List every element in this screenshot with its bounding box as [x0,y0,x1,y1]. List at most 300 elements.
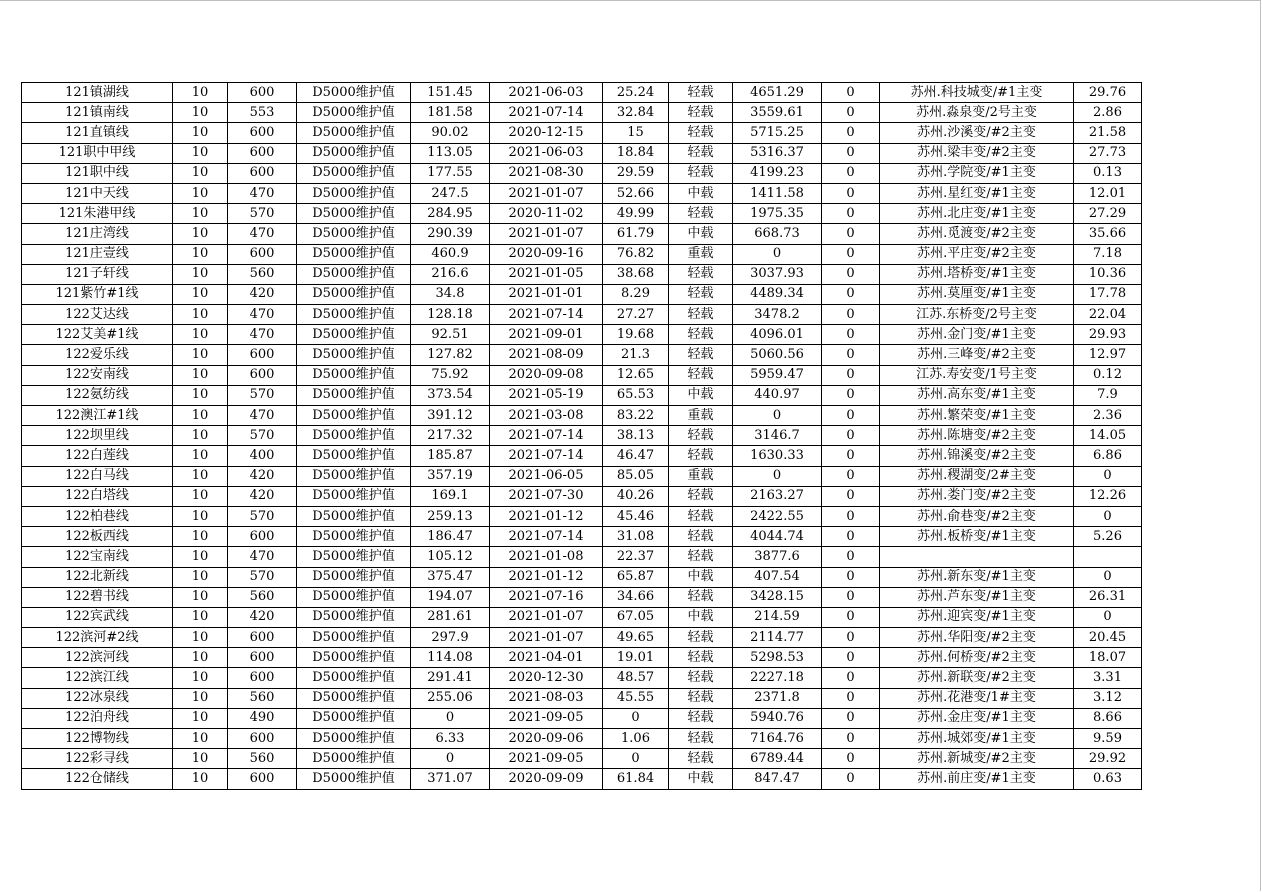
cell-transformer[interactable]: 苏州.锦溪变/#2主变 [880,446,1074,466]
cell-capacity[interactable]: 2163.27 [733,486,822,506]
cell-load-rate[interactable]: 32.84 [603,103,669,123]
cell-load-rate[interactable]: 34.66 [603,587,669,607]
cell-voltage[interactable]: 10 [173,163,228,183]
cell-zero-col[interactable]: 0 [822,668,880,688]
cell-zero-col[interactable]: 0 [822,83,880,103]
cell-zero-col[interactable]: 0 [822,103,880,123]
cell-load-status[interactable]: 轻载 [669,426,733,446]
cell-capacity[interactable]: 1630.33 [733,446,822,466]
cell-date[interactable]: 2021-01-12 [490,567,603,587]
cell-current-value[interactable]: 247.5 [411,183,490,203]
cell-transformer-load[interactable]: 7.9 [1074,385,1142,405]
cell-rated-current[interactable]: 560 [228,688,297,708]
cell-source[interactable]: D5000维护值 [297,264,411,284]
cell-transformer[interactable]: 苏州.新东变/#1主变 [880,567,1074,587]
cell-capacity[interactable]: 668.73 [733,224,822,244]
cell-transformer-load[interactable]: 10.36 [1074,264,1142,284]
cell-current-value[interactable]: 194.07 [411,587,490,607]
cell-load-rate[interactable]: 49.65 [603,628,669,648]
cell-zero-col[interactable]: 0 [822,607,880,627]
cell-date[interactable]: 2021-07-30 [490,486,603,506]
cell-current-value[interactable]: 105.12 [411,547,490,567]
cell-transformer-load[interactable]: 0.63 [1074,769,1142,789]
cell-date[interactable]: 2021-01-07 [490,628,603,648]
cell-rated-current[interactable]: 600 [228,365,297,385]
cell-load-status[interactable]: 轻载 [669,486,733,506]
cell-load-rate[interactable]: 1.06 [603,729,669,749]
cell-transformer-load[interactable]: 0 [1074,567,1142,587]
cell-date[interactable]: 2021-08-09 [490,345,603,365]
cell-transformer-load[interactable]: 3.12 [1074,688,1142,708]
cell-rated-current[interactable]: 560 [228,587,297,607]
cell-line-name[interactable]: 121中天线 [22,183,173,203]
cell-voltage[interactable]: 10 [173,688,228,708]
cell-line-name[interactable]: 122滨河线 [22,648,173,668]
cell-current-value[interactable]: 185.87 [411,446,490,466]
cell-transformer-load[interactable]: 0.13 [1074,163,1142,183]
cell-load-status[interactable]: 轻载 [669,688,733,708]
cell-load-rate[interactable]: 46.47 [603,446,669,466]
cell-capacity[interactable]: 4489.34 [733,284,822,304]
cell-load-status[interactable]: 轻载 [669,143,733,163]
cell-zero-col[interactable]: 0 [822,345,880,365]
cell-current-value[interactable]: 6.33 [411,729,490,749]
cell-capacity[interactable]: 1975.35 [733,204,822,224]
cell-transformer-load[interactable]: 0 [1074,466,1142,486]
cell-load-status[interactable]: 轻载 [669,547,733,567]
cell-voltage[interactable]: 10 [173,103,228,123]
cell-transformer[interactable]: 苏州.华阳变/#2主变 [880,628,1074,648]
cell-transformer[interactable]: 苏州.陈塘变/#2主变 [880,426,1074,446]
cell-voltage[interactable]: 10 [173,264,228,284]
cell-transformer-load[interactable]: 9.59 [1074,729,1142,749]
cell-current-value[interactable]: 90.02 [411,123,490,143]
cell-transformer[interactable]: 苏州.沙溪变/#2主变 [880,123,1074,143]
cell-load-status[interactable]: 轻载 [669,446,733,466]
cell-load-status[interactable]: 中载 [669,567,733,587]
cell-zero-col[interactable]: 0 [822,648,880,668]
cell-zero-col[interactable]: 0 [822,547,880,567]
cell-line-name[interactable]: 122安南线 [22,365,173,385]
cell-load-status[interactable]: 中载 [669,769,733,789]
cell-zero-col[interactable]: 0 [822,204,880,224]
cell-source[interactable]: D5000维护值 [297,163,411,183]
cell-date[interactable]: 2021-01-07 [490,224,603,244]
cell-capacity[interactable]: 7164.76 [733,729,822,749]
cell-line-name[interactable]: 122宝南线 [22,547,173,567]
cell-line-name[interactable]: 121庄湾线 [22,224,173,244]
cell-voltage[interactable]: 10 [173,749,228,769]
cell-source[interactable]: D5000维护值 [297,547,411,567]
cell-current-value[interactable]: 34.8 [411,284,490,304]
cell-line-name[interactable]: 121职中甲线 [22,143,173,163]
cell-source[interactable]: D5000维护值 [297,305,411,325]
cell-load-rate[interactable]: 76.82 [603,244,669,264]
cell-load-status[interactable]: 重载 [669,466,733,486]
cell-load-status[interactable]: 轻载 [669,204,733,224]
cell-load-rate[interactable]: 65.53 [603,385,669,405]
cell-load-status[interactable]: 重载 [669,406,733,426]
cell-current-value[interactable]: 391.12 [411,406,490,426]
cell-rated-current[interactable]: 490 [228,708,297,728]
cell-load-rate[interactable]: 38.68 [603,264,669,284]
cell-transformer-load[interactable]: 27.73 [1074,143,1142,163]
cell-transformer[interactable]: 苏州.前庄变/#1主变 [880,769,1074,789]
cell-source[interactable]: D5000维护值 [297,83,411,103]
cell-load-rate[interactable]: 18.84 [603,143,669,163]
cell-rated-current[interactable]: 600 [228,345,297,365]
cell-transformer-load[interactable]: 29.92 [1074,749,1142,769]
cell-voltage[interactable]: 10 [173,486,228,506]
cell-current-value[interactable]: 128.18 [411,305,490,325]
cell-source[interactable]: D5000维护值 [297,325,411,345]
cell-load-status[interactable]: 轻载 [669,506,733,526]
cell-date[interactable]: 2021-09-05 [490,749,603,769]
cell-line-name[interactable]: 122板西线 [22,527,173,547]
cell-zero-col[interactable]: 0 [822,284,880,304]
cell-transformer[interactable]: 苏州.何桥变/#2主变 [880,648,1074,668]
cell-source[interactable]: D5000维护值 [297,244,411,264]
cell-load-rate[interactable]: 21.3 [603,345,669,365]
cell-transformer[interactable]: 苏州.莫厘变/#1主变 [880,284,1074,304]
cell-source[interactable]: D5000维护值 [297,506,411,526]
cell-transformer-load[interactable]: 2.36 [1074,406,1142,426]
cell-load-status[interactable]: 中载 [669,224,733,244]
cell-rated-current[interactable]: 600 [228,163,297,183]
cell-transformer[interactable]: 江苏.东桥变/2号主变 [880,305,1074,325]
cell-source[interactable]: D5000维护值 [297,406,411,426]
cell-capacity[interactable]: 847.47 [733,769,822,789]
cell-line-name[interactable]: 122艾美#1线 [22,325,173,345]
cell-transformer-load[interactable]: 12.01 [1074,183,1142,203]
cell-date[interactable]: 2020-09-16 [490,244,603,264]
cell-capacity[interactable]: 5316.37 [733,143,822,163]
cell-load-rate[interactable]: 45.55 [603,688,669,708]
cell-date[interactable]: 2021-07-14 [490,426,603,446]
cell-capacity[interactable]: 5715.25 [733,123,822,143]
cell-current-value[interactable]: 281.61 [411,607,490,627]
cell-date[interactable]: 2021-03-08 [490,406,603,426]
cell-load-rate[interactable]: 19.01 [603,648,669,668]
cell-load-rate[interactable]: 25.24 [603,83,669,103]
cell-voltage[interactable]: 10 [173,547,228,567]
cell-line-name[interactable]: 121镇湖线 [22,83,173,103]
cell-voltage[interactable]: 10 [173,345,228,365]
cell-line-name[interactable]: 122澳江#1线 [22,406,173,426]
cell-zero-col[interactable]: 0 [822,506,880,526]
cell-zero-col[interactable]: 0 [822,406,880,426]
cell-source[interactable]: D5000维护值 [297,284,411,304]
cell-zero-col[interactable]: 0 [822,183,880,203]
cell-transformer[interactable]: 苏州.高东变/#1主变 [880,385,1074,405]
cell-date[interactable]: 2021-04-01 [490,648,603,668]
cell-load-rate[interactable]: 27.27 [603,305,669,325]
cell-source[interactable]: D5000维护值 [297,143,411,163]
cell-date[interactable]: 2020-09-06 [490,729,603,749]
cell-transformer-load[interactable]: 6.86 [1074,446,1142,466]
cell-source[interactable]: D5000维护值 [297,628,411,648]
cell-source[interactable]: D5000维护值 [297,204,411,224]
cell-transformer[interactable]: 苏州.淼泉变/2号主变 [880,103,1074,123]
cell-load-status[interactable]: 轻载 [669,163,733,183]
cell-current-value[interactable]: 0 [411,708,490,728]
cell-transformer[interactable]: 苏州.三峰变/#2主变 [880,345,1074,365]
cell-capacity[interactable]: 5060.56 [733,345,822,365]
cell-load-rate[interactable]: 22.37 [603,547,669,567]
cell-rated-current[interactable]: 470 [228,224,297,244]
cell-transformer[interactable]: 苏州.金庄变/#1主变 [880,708,1074,728]
cell-transformer[interactable]: 苏州.塔桥变/#1主变 [880,264,1074,284]
cell-rated-current[interactable]: 470 [228,547,297,567]
cell-transformer-load[interactable]: 17.78 [1074,284,1142,304]
cell-load-rate[interactable]: 83.22 [603,406,669,426]
cell-date[interactable]: 2021-01-07 [490,183,603,203]
cell-current-value[interactable]: 75.92 [411,365,490,385]
cell-capacity[interactable]: 3428.15 [733,587,822,607]
cell-rated-current[interactable]: 470 [228,325,297,345]
cell-capacity[interactable]: 0 [733,466,822,486]
cell-transformer[interactable]: 苏州.觅渡变/#2主变 [880,224,1074,244]
cell-source[interactable]: D5000维护值 [297,527,411,547]
cell-capacity[interactable]: 2114.77 [733,628,822,648]
cell-zero-col[interactable]: 0 [822,628,880,648]
cell-current-value[interactable]: 186.47 [411,527,490,547]
cell-current-value[interactable]: 297.9 [411,628,490,648]
cell-load-status[interactable]: 轻载 [669,749,733,769]
cell-transformer-load[interactable]: 2.86 [1074,103,1142,123]
cell-load-status[interactable]: 轻载 [669,729,733,749]
cell-zero-col[interactable]: 0 [822,587,880,607]
cell-capacity[interactable]: 1411.58 [733,183,822,203]
cell-rated-current[interactable]: 570 [228,204,297,224]
cell-load-status[interactable]: 轻载 [669,628,733,648]
cell-capacity[interactable]: 5940.76 [733,708,822,728]
cell-rated-current[interactable]: 400 [228,446,297,466]
cell-line-name[interactable]: 122宾武线 [22,607,173,627]
cell-source[interactable]: D5000维护值 [297,446,411,466]
cell-capacity[interactable]: 407.54 [733,567,822,587]
cell-source[interactable]: D5000维护值 [297,688,411,708]
cell-date[interactable]: 2020-12-30 [490,668,603,688]
cell-transformer-load[interactable]: 26.31 [1074,587,1142,607]
cell-voltage[interactable]: 10 [173,708,228,728]
cell-transformer-load[interactable]: 0.12 [1074,365,1142,385]
cell-transformer-load[interactable]: 35.66 [1074,224,1142,244]
cell-line-name[interactable]: 122氨纺线 [22,385,173,405]
cell-voltage[interactable]: 10 [173,83,228,103]
cell-line-name[interactable]: 122白马线 [22,466,173,486]
cell-voltage[interactable]: 10 [173,587,228,607]
cell-rated-current[interactable]: 420 [228,466,297,486]
cell-current-value[interactable]: 259.13 [411,506,490,526]
cell-load-status[interactable]: 轻载 [669,345,733,365]
cell-capacity[interactable]: 4651.29 [733,83,822,103]
cell-zero-col[interactable]: 0 [822,264,880,284]
cell-date[interactable]: 2021-06-03 [490,143,603,163]
cell-line-name[interactable]: 122滨江线 [22,668,173,688]
cell-source[interactable]: D5000维护值 [297,587,411,607]
cell-voltage[interactable]: 10 [173,224,228,244]
cell-date[interactable]: 2021-06-05 [490,466,603,486]
cell-line-name[interactable]: 122碧书线 [22,587,173,607]
cell-line-name[interactable]: 122爱乐线 [22,345,173,365]
cell-transformer-load[interactable]: 29.93 [1074,325,1142,345]
cell-date[interactable]: 2020-09-08 [490,365,603,385]
cell-transformer-load[interactable]: 27.29 [1074,204,1142,224]
cell-capacity[interactable]: 3146.7 [733,426,822,446]
cell-transformer[interactable]: 苏州.梁丰变/#2主变 [880,143,1074,163]
cell-voltage[interactable]: 10 [173,729,228,749]
cell-capacity[interactable]: 0 [733,244,822,264]
cell-zero-col[interactable]: 0 [822,143,880,163]
cell-transformer[interactable]: 苏州.芦东变/#1主变 [880,587,1074,607]
cell-source[interactable]: D5000维护值 [297,729,411,749]
cell-current-value[interactable]: 217.32 [411,426,490,446]
cell-load-status[interactable]: 轻载 [669,264,733,284]
cell-zero-col[interactable]: 0 [822,486,880,506]
cell-capacity[interactable]: 3478.2 [733,305,822,325]
cell-capacity[interactable]: 5959.47 [733,365,822,385]
cell-load-rate[interactable]: 8.29 [603,284,669,304]
cell-load-rate[interactable]: 19.68 [603,325,669,345]
cell-voltage[interactable]: 10 [173,406,228,426]
cell-line-name[interactable]: 121紫竹#1线 [22,284,173,304]
cell-current-value[interactable]: 375.47 [411,567,490,587]
cell-transformer-load[interactable]: 21.58 [1074,123,1142,143]
cell-transformer-load[interactable]: 0 [1074,607,1142,627]
cell-load-status[interactable]: 轻载 [669,103,733,123]
cell-load-rate[interactable]: 12.65 [603,365,669,385]
cell-rated-current[interactable]: 600 [228,769,297,789]
cell-source[interactable]: D5000维护值 [297,345,411,365]
cell-source[interactable]: D5000维护值 [297,123,411,143]
cell-date[interactable]: 2021-08-30 [490,163,603,183]
cell-voltage[interactable]: 10 [173,365,228,385]
cell-date[interactable]: 2021-01-01 [490,284,603,304]
cell-line-name[interactable]: 122博物线 [22,729,173,749]
cell-voltage[interactable]: 10 [173,466,228,486]
cell-transformer[interactable]: 苏州.平庄变/#2主变 [880,244,1074,264]
cell-current-value[interactable]: 0 [411,749,490,769]
cell-voltage[interactable]: 10 [173,648,228,668]
cell-load-rate[interactable]: 29.59 [603,163,669,183]
cell-zero-col[interactable]: 0 [822,749,880,769]
cell-line-name[interactable]: 121职中线 [22,163,173,183]
cell-transformer[interactable]: 苏州.金门变/#1主变 [880,325,1074,345]
cell-capacity[interactable]: 3877.6 [733,547,822,567]
cell-voltage[interactable]: 10 [173,305,228,325]
cell-transformer[interactable]: 苏州.迎宾变/#1主变 [880,607,1074,627]
cell-date[interactable]: 2021-06-03 [490,83,603,103]
cell-capacity[interactable]: 4199.23 [733,163,822,183]
cell-load-rate[interactable]: 0 [603,708,669,728]
cell-zero-col[interactable]: 0 [822,527,880,547]
cell-zero-col[interactable]: 0 [822,688,880,708]
cell-load-status[interactable]: 轻载 [669,668,733,688]
cell-source[interactable]: D5000维护值 [297,365,411,385]
cell-zero-col[interactable]: 0 [822,426,880,446]
cell-current-value[interactable]: 255.06 [411,688,490,708]
cell-capacity[interactable]: 0 [733,406,822,426]
cell-transformer[interactable]: 苏州.稷湖变/2#主变 [880,466,1074,486]
cell-source[interactable]: D5000维护值 [297,607,411,627]
cell-current-value[interactable]: 127.82 [411,345,490,365]
cell-load-status[interactable]: 轻载 [669,648,733,668]
cell-date[interactable]: 2021-07-14 [490,305,603,325]
cell-date[interactable]: 2020-12-15 [490,123,603,143]
cell-voltage[interactable]: 10 [173,426,228,446]
cell-transformer-load[interactable]: 0 [1074,506,1142,526]
cell-line-name[interactable]: 122柏巷线 [22,506,173,526]
cell-line-name[interactable]: 122泊舟线 [22,708,173,728]
cell-line-name[interactable]: 122冰泉线 [22,688,173,708]
cell-load-status[interactable]: 中载 [669,385,733,405]
cell-date[interactable]: 2020-11-02 [490,204,603,224]
cell-transformer[interactable]: 苏州.俞巷变/#2主变 [880,506,1074,526]
cell-load-status[interactable]: 轻载 [669,587,733,607]
cell-line-name[interactable]: 122白塔线 [22,486,173,506]
cell-rated-current[interactable]: 570 [228,426,297,446]
cell-voltage[interactable]: 10 [173,506,228,526]
cell-voltage[interactable]: 10 [173,183,228,203]
cell-voltage[interactable]: 10 [173,204,228,224]
cell-line-name[interactable]: 122艾达线 [22,305,173,325]
cell-current-value[interactable]: 113.05 [411,143,490,163]
cell-voltage[interactable]: 10 [173,607,228,627]
cell-zero-col[interactable]: 0 [822,385,880,405]
cell-current-value[interactable]: 177.55 [411,163,490,183]
cell-line-name[interactable]: 122北新线 [22,567,173,587]
cell-date[interactable]: 2021-01-07 [490,607,603,627]
cell-line-name[interactable]: 122滨河#2线 [22,628,173,648]
cell-current-value[interactable]: 92.51 [411,325,490,345]
cell-rated-current[interactable]: 470 [228,183,297,203]
cell-transformer-load[interactable] [1074,547,1142,567]
cell-rated-current[interactable]: 600 [228,123,297,143]
cell-capacity[interactable]: 4096.01 [733,325,822,345]
cell-load-rate[interactable]: 61.84 [603,769,669,789]
cell-transformer[interactable]: 苏州.新联变/#2主变 [880,668,1074,688]
cell-transformer[interactable]: 苏州.板桥变/#1主变 [880,527,1074,547]
cell-voltage[interactable]: 10 [173,446,228,466]
cell-line-name[interactable]: 121朱港甲线 [22,204,173,224]
cell-date[interactable]: 2021-07-14 [490,446,603,466]
cell-load-rate[interactable]: 67.05 [603,607,669,627]
cell-date[interactable]: 2021-09-05 [490,708,603,728]
cell-transformer[interactable]: 苏州.北庄变/#1主变 [880,204,1074,224]
cell-line-name[interactable]: 122白莲线 [22,446,173,466]
cell-rated-current[interactable]: 600 [228,628,297,648]
cell-line-name[interactable]: 121镇南线 [22,103,173,123]
cell-load-rate[interactable]: 85.05 [603,466,669,486]
cell-current-value[interactable]: 114.08 [411,648,490,668]
cell-load-rate[interactable]: 61.79 [603,224,669,244]
cell-load-status[interactable]: 中载 [669,183,733,203]
cell-rated-current[interactable]: 470 [228,406,297,426]
cell-transformer[interactable]: 苏州.科技城变/#1主变 [880,83,1074,103]
cell-load-rate[interactable]: 49.99 [603,204,669,224]
cell-transformer[interactable]: 苏州.学院变/#1主变 [880,163,1074,183]
cell-rated-current[interactable]: 420 [228,607,297,627]
cell-transformer-load[interactable]: 3.31 [1074,668,1142,688]
cell-load-status[interactable]: 中载 [669,607,733,627]
cell-current-value[interactable]: 284.95 [411,204,490,224]
cell-voltage[interactable]: 10 [173,385,228,405]
cell-zero-col[interactable]: 0 [822,325,880,345]
cell-transformer-load[interactable]: 12.26 [1074,486,1142,506]
cell-capacity[interactable]: 2371.8 [733,688,822,708]
cell-rated-current[interactable]: 570 [228,385,297,405]
